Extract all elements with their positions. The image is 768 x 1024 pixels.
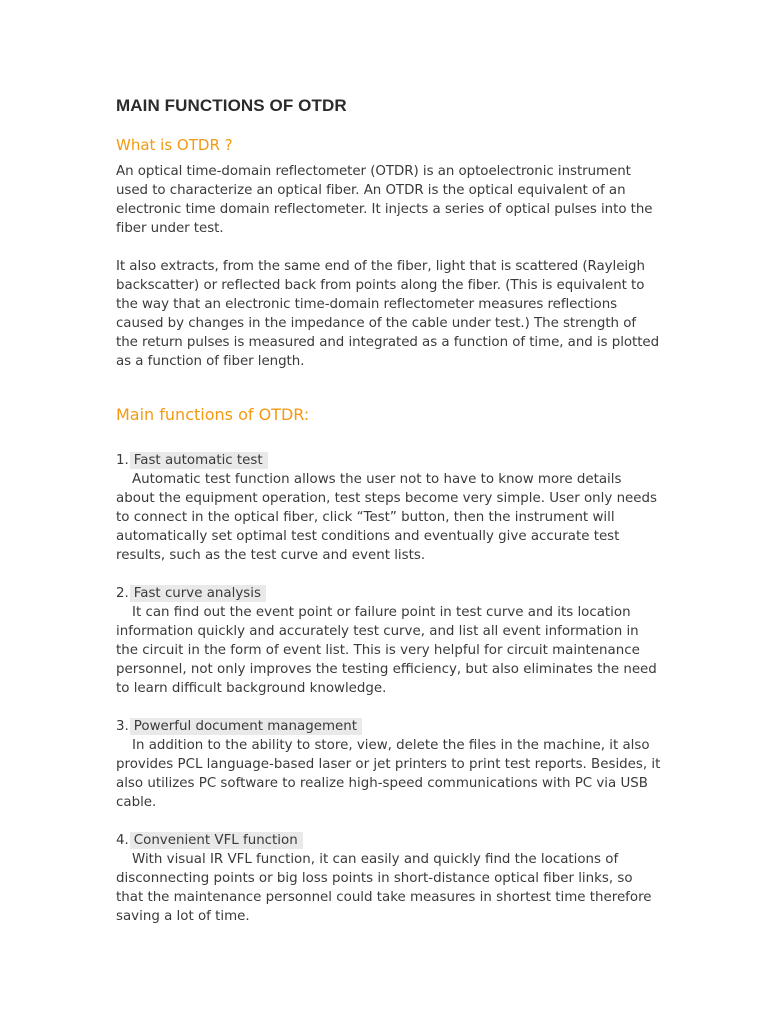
function-title: Fast curve analysis	[130, 585, 266, 602]
function-title: Powerful document management	[130, 718, 362, 735]
function-description-text: It can find out the event point or failure point in test curve and its location information quickly and accurately test curve, and list all event information in the circuit in the form of event list. This is very helpful for circuit maintenance personnel, not only improves the testing efficiency, but also eliminates the need to learn difficult background knowledge.	[116, 605, 657, 696]
function-item	[116, 451, 661, 565]
function-item	[116, 717, 661, 812]
function-number: 1.	[116, 453, 129, 468]
function-item-header	[116, 831, 661, 850]
function-number: 2.	[116, 586, 129, 601]
function-description	[116, 470, 661, 565]
function-item-header	[116, 717, 661, 736]
intro-paragraph: An optical time-domain reflectometer (OTDR) is an optoelectronic instrument used to characterize an optical fiber. An OTDR is the optical equivalent of an electronic time domain reflectometer. It injects a series of optical pulses into the fiber under test.	[116, 164, 653, 236]
main-functions-heading: Main functions of OTDR:	[116, 405, 310, 424]
function-item-header	[116, 584, 661, 603]
function-title: Convenient VFL function	[130, 832, 303, 849]
function-number: 3.	[116, 719, 129, 734]
function-item	[116, 584, 661, 698]
page-title: MAIN FUNCTIONS OF OTDR	[116, 96, 347, 115]
function-item	[116, 831, 661, 926]
function-description-text: With visual IR VFL function, it can easily and quickly find the locations of disconnecting points or big loss points in short-distance optical fiber links, so that the maintenance personnel could take measures in shortest time therefore saving a lot of time.	[116, 852, 652, 924]
function-title: Fast automatic test	[130, 452, 268, 469]
function-description-text: In addition to the ability to store, view, delete the files in the machine, it also provides PCL language-based laser or jet printers to print test reports. Besides, it also utilizes PC software to realize high-speed communications with PC via USB cable.	[116, 738, 661, 810]
function-description-text: Automatic test function allows the user not to have to know more details about the equipment operation, test steps become very simple. User only needs to connect in the optical fiber, click “Test” button, then the instrument will automatically set optimal test conditions and eventually give accurate test results, such as the test curve and event lists.	[116, 472, 658, 563]
document	[116, 94, 661, 926]
what-is-otdr-heading: What is OTDR ?	[116, 136, 233, 154]
function-description	[116, 850, 661, 926]
function-description	[116, 603, 661, 698]
function-number: 4.	[116, 833, 129, 848]
function-description	[116, 736, 661, 812]
function-item-header	[116, 451, 661, 470]
intro-paragraph: It also extracts, from the same end of the fiber, light that is scattered (Rayleigh backscatter) or reflected back from points along the fiber. (This is equivalent to the way that an electronic time-domain reflectometer measures reflections caused by changes in the impedance of the cable under test.) The strength of the return pulses is measured and integrated as a function of time, and is plotted as a function of fiber length.	[116, 259, 660, 369]
